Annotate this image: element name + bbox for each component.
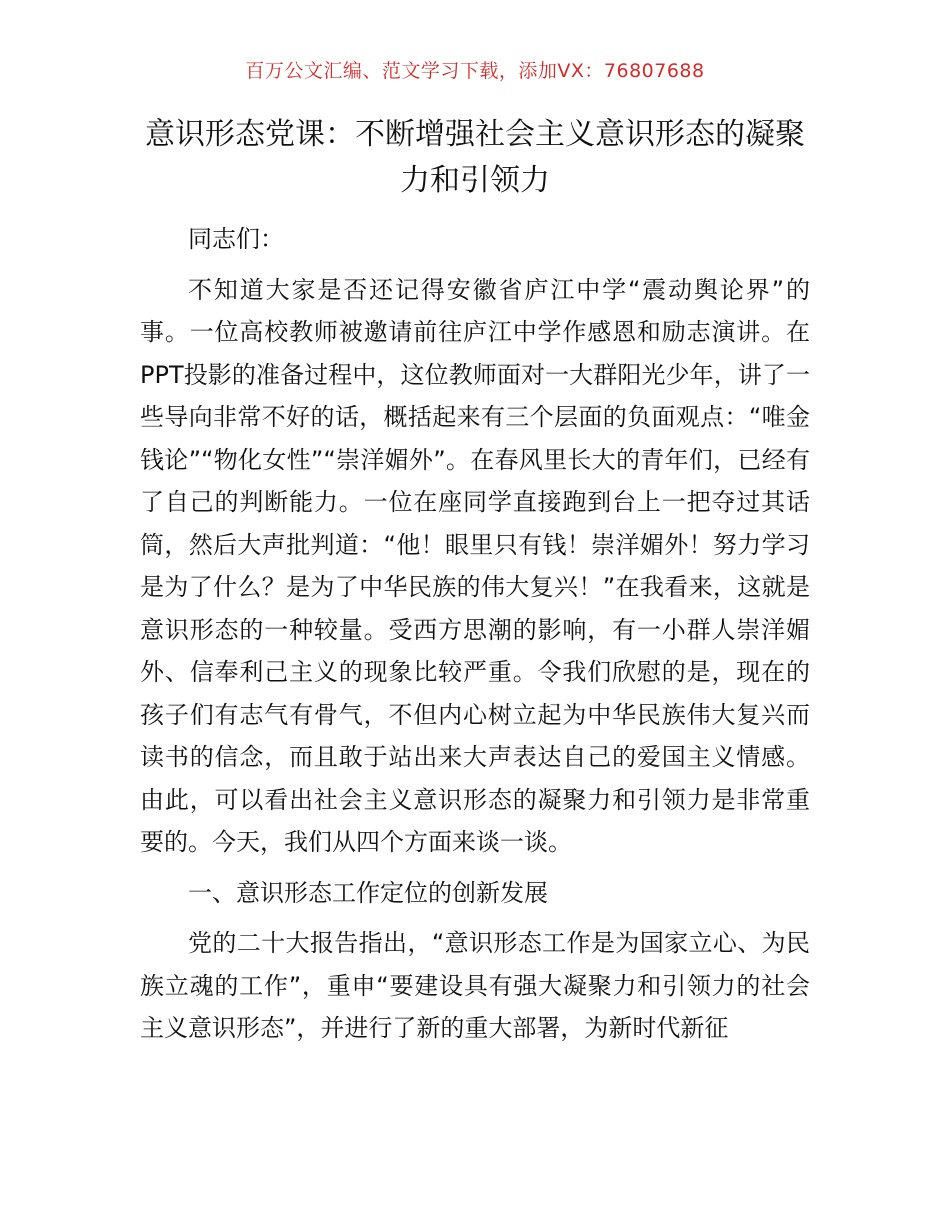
section-heading-1: 一、意识形态工作定位的创新发展 [188, 878, 548, 907]
paragraph-intro: 不知道大家是否还记得安徽省庐江中学“震动舆论界”的事。一位高校教师被邀请前往庐江中学作感恩和励志演讲。在PPT投影的准备过程中，这位教师面对一大群阳光少年，讲了一些导向非常不好的话，概括起来有三个层面的负面观点：“唯金钱论”“物化女性”“崇洋媚外”。在春风里长大的青年们，已经有了自己的判断能力。一位在座同学直接跑到台上一把夺过其话筒，然后大声批判道：“他！眼里只有钱！崇洋媚外！努力学习是为了什么？是为了中华民族的伟大复兴！”在我看来，这就是意识形态的一种较量。受西方思潮的影响，有一小群人崇洋媚外、信奉利己主义的现象比较严重。令我们欣慰的是，现在的孩子们有志气有骨气，不但内心树立起为中华民族伟大复兴而读书的信念，而且敢于站出来大声表达自己的爱国主义情感。由此，可以看出社会主义意识形态的凝聚力和引领力是非常重要的。今天，我们从四个方面来谈一谈。 [140, 275, 810, 856]
watermark-banner: 百万公文汇编、范文学习下载，添加VX：76807688 [245, 60, 705, 82]
paragraph-section-1: 党的二十大报告指出，“意识形态工作是为国家立心、为民族立魂的工作”，重申“要建设具有强大凝聚力和引领力的社会主义意识形态”，并进行了新的重大部署，为新时代新征 [140, 929, 810, 1042]
document-body [140, 218, 810, 1050]
document-title: 意识形态党课：不断增强社会主义意识形态的凝聚力和引领力 [145, 117, 805, 198]
greeting: 同志们： [188, 225, 284, 253]
